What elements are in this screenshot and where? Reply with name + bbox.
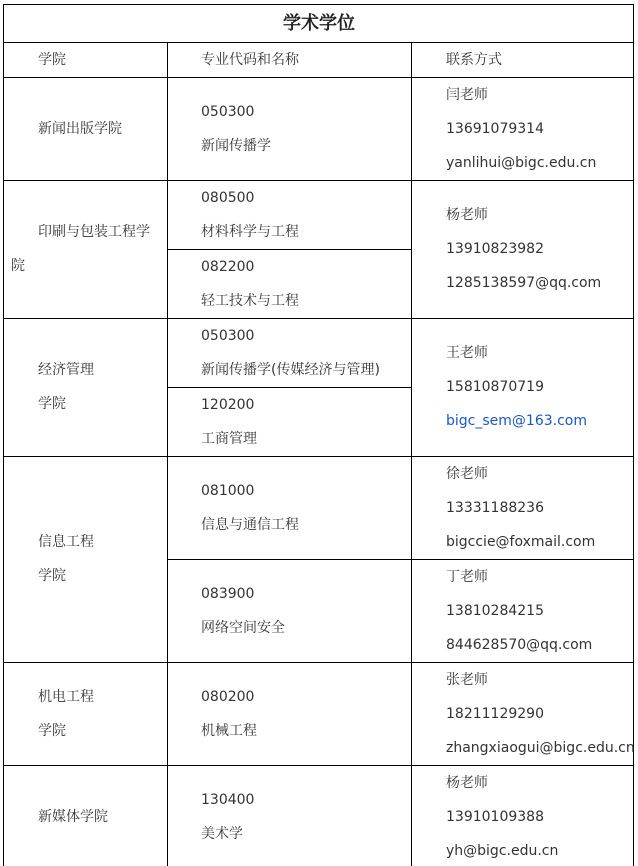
college-name-line2: 学院 [38,723,66,739]
contact-email: 844628570@qq.com [446,637,593,653]
major-contact-divider [167,559,634,560]
row-divider [3,662,634,663]
contact-phone: 13910109388 [446,809,544,825]
major-code: 080500 [201,190,255,206]
row-divider [3,318,634,319]
major-code: 083900 [201,586,255,602]
column-divider-2 [411,42,412,866]
contact-teacher: 杨老师 [446,207,488,223]
major-name: 信息与通信工程 [201,517,299,533]
college-name-line2: 学院 [38,396,66,412]
major-name: 材料科学与工程 [201,224,299,240]
contact-teacher: 徐老师 [446,466,488,482]
major-name: 美术学 [201,826,243,842]
row-divider [3,77,634,78]
contact-email: yh@bigc.edu.cn [446,843,559,859]
college-name: 印刷与包装工程学 [38,224,150,240]
header-college: 学院 [38,52,66,68]
table-border-top [3,4,634,5]
contact-phone: 18211129290 [446,706,544,722]
college-name: 新媒体学院 [38,809,108,825]
contact-email: bigccie@foxmail.com [446,534,596,550]
contact-teacher: 丁老师 [446,569,488,585]
college-name-wrap: 院 [11,258,25,274]
major-code: 080200 [201,689,255,705]
contact-teacher: 张老师 [446,672,488,688]
contact-phone: 13331188236 [446,500,544,516]
major-name: 网络空间安全 [201,620,285,636]
contact-email-link[interactable]: bigc_sem@163.com [446,413,587,429]
major-code: 050300 [201,104,255,120]
major-code: 082200 [201,259,255,275]
major-name: 新闻传播学(传媒经济与管理) [201,362,380,378]
row-divider [3,180,634,181]
header-contact: 联系方式 [446,52,502,68]
major-name: 新闻传播学 [201,138,271,154]
major-code: 081000 [201,483,255,499]
major-name: 机械工程 [201,723,257,739]
major-name: 工商管理 [201,431,257,447]
row-divider [3,765,634,766]
college-name: 新闻出版学院 [38,121,122,137]
major-code: 130400 [201,792,255,808]
major-name: 轻工技术与工程 [201,293,299,309]
major-code: 050300 [201,328,255,344]
contact-phone: 13910823982 [446,241,544,257]
contact-email: 1285138597@qq.com [446,275,602,291]
college-name: 经济管理 [38,362,94,378]
table-border-left [3,4,4,866]
contact-teacher: 王老师 [446,345,488,361]
table-border-right [633,4,634,866]
table-title: 学术学位 [283,13,355,34]
contact-email: zhangxiaogui@bigc.edu.cn [446,740,635,756]
contact-email: yanlihui@bigc.edu.cn [446,155,597,171]
row-divider [3,456,634,457]
contact-teacher: 闫老师 [446,87,488,103]
college-name: 机电工程 [38,689,94,705]
major-divider [167,249,412,250]
contact-phone: 15810870719 [446,379,544,395]
major-divider [167,387,412,388]
header-major: 专业代码和名称 [201,52,299,68]
column-divider-1 [167,42,168,866]
contact-phone: 13810284215 [446,603,544,619]
major-code: 120200 [201,397,255,413]
college-name-line2: 学院 [38,568,66,584]
college-name: 信息工程 [38,534,94,550]
contact-phone: 13691079314 [446,121,544,137]
contact-teacher: 杨老师 [446,775,488,791]
title-divider [3,42,634,43]
